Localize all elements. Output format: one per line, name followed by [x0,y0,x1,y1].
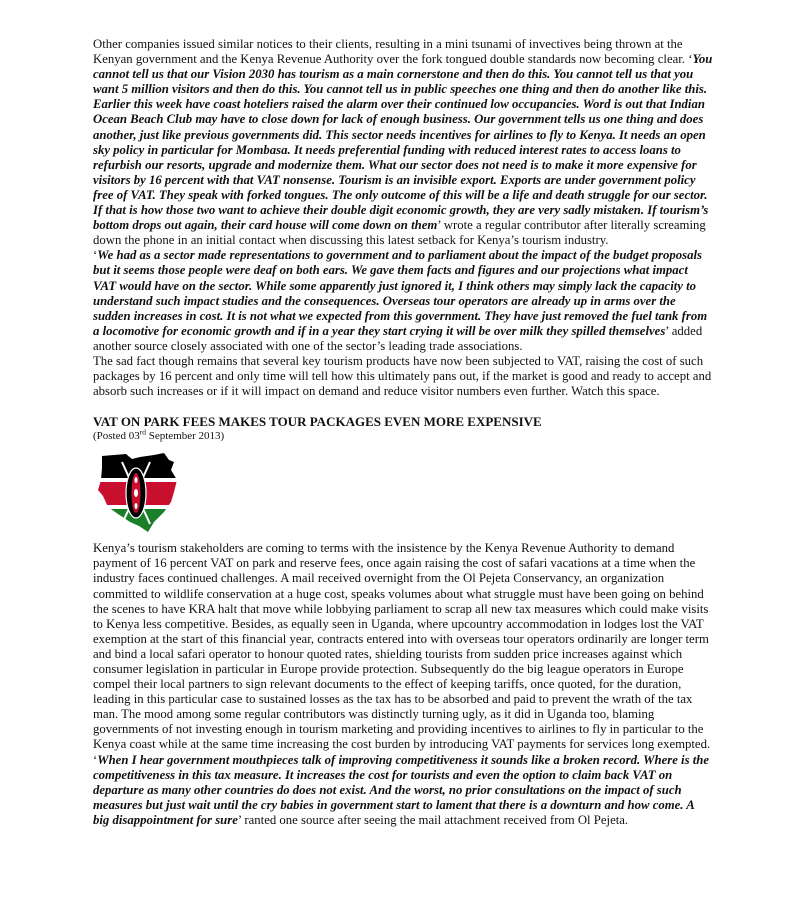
contributor-quote-attribution: ’ wrote a regular contributor after literally screaming down the phone in an initial contact when discussing this latest setback for Kenya’s tourism industry. [93,218,706,248]
paragraph-trade-association [93,248,713,354]
article-heading: VAT ON PARK FEES MAKES TOUR PACKAGES EVEN MORE EXPENSIVE [93,414,542,430]
quote-open-mark: ‘ [688,52,693,67]
contributor-quote: You cannot tell us that our Vision 2030 has tourism as a main cornerstone and then do this. You cannot tell us that you want 5 million visitors and then do this. You cannot tell us in public speeches one thing and then do another like this. Earlier this week have coast hoteliers raised the alarm over their continued low occupancies. Word is out that Indian Ocean Beach Club may have to close down for lack of enough business. Our government tells us one thing and does another, just like previous governments did. This sector needs incentives for airlines to fly to Kenya. It needs an open sky policy in particular for Mombasa. It needs preferential funding with reduced interest rates to access loans to refurbish our resorts, upgrade and modernize them. What our sector does not need is to make it more expensive for visitors by 16 percent with that VAT nonsense. Tourism is an invisible export. Exports are under government policy free of VAT. They speak with forked tongues. The only outcome of this will be a life and death struggle for our sector. If that is how those two want to achieve their double digit economic growth, they are very sadly mistaken. If tourism’s bottom drops out again, their card house will come down on them [93,52,713,233]
posted-ordinal: rd [139,427,146,437]
section-spacer [93,399,713,414]
intro-text: Other companies issued similar notices to their clients, resulting in a mini tsunami of invectives being thrown at the Kenyan government and the Kenya Revenue Authority over the fork tongued double standards now becoming clear. [93,37,685,67]
posted-suffix: September 2013) [146,430,225,443]
quote-open-mark: ‘ [93,248,98,263]
posted-date [93,427,713,443]
maasai-shield-emblem [122,462,150,524]
paragraph-intro [93,37,713,248]
posted-prefix: (Posted 03 [93,430,140,443]
document-page [93,37,713,828]
broken-record-quote: When I hear government mouthpieces talk of improving competitiveness it sounds like a broken record. Where is the competitiveness in this tax measure. It increases the cost for tourists and even the option to claim back VAT on departure as many other countries do does not exist. And the worst, no prior consultations on the impact of such measures but just wait until the cry babies in government start to lament that there is a downturn and how come. A big disappointment for sure [93,752,710,827]
paragraph-conclusion: The sad fact though remains that several key tourism products have now been subjected to VAT, raising the cost of such packages by 16 percent and only time will tell how this ultimately pans out, if the market is good and ready to accept and absorb such increases or if it will impact on demand and reduce visitor numbers even further. Watch this space. [93,353,712,399]
trade-association-quote: We had as a sector made representations to government and to parliament about the impact of the budget proposals but it seems those people were deaf on both ears. We gave them facts and figures and our projections what impact VAT would have on the sector. While some apparently just ignored it, I think others may simply lack the capacity to understand such impact studies and the consequences. Overseas tour operators are already up in arms over the sudden increases in cost. It is not what we expected from this government. They have just removed the fuel tank from a locomotive for economic growth and if in a year they start crying it will be over milk they spilled themselves [93,248,708,338]
park-fees-text: Kenya’s tourism stakeholders are coming to terms with the insistence by the Kenya Revenue Authority to demand payment of 16 percent VAT on park and reserve fees, once again raising the cost of safari vacations at a time when the industry faces continued challenges. A mail received overnight from the Ol Pejeta Conservancy, an organization committed to wildlife conservation at a huge cost, speaks volumes about what struggle must have been going on behind the scenes to have KRA halt that move while lobbying parliament to scrap all new tax measures which could make visits to Kenya less competitive. Besides, as equally seen in Uganda, where upcountry accommodation in lodges lost the VAT exemption at the start of this financial year, contracts entered into with overseas tour operators ordinarily are longer term and bind a local safari operator to honour quoted rates, shielding tourists from sudden price increases against which consumer legislation in particular in Europe provide protection. Subsequently do the big league operators in Europe compel their local partners to sign relevant documents to the effect of keeping tariffs, once quoted, for the duration, leading in this particular case to sustained losses as the tax has to be absorbed and paid to prevent the wrath of the tax man. The mood among some regular contributors was distinctly turning ugly, as it did in Uganda too, blaming governments of not investing enough in tourism marketing and providing incentives to airlines to fly in particular to the Kenya coast while at the same time increasing the cost burden by introducing VAT payments for services long exempted. ‘ [93,541,711,767]
trade-association-attribution: ’ added another source closely associated with one of the sector’s leading trade associations. [93,323,703,353]
paragraph-park-fees [93,541,713,828]
kenya-flag-map-icon [96,452,186,537]
broken-record-attribution: ’ ranted one source after seeing the mail attachment received from Ol Pejeta. [237,812,629,827]
